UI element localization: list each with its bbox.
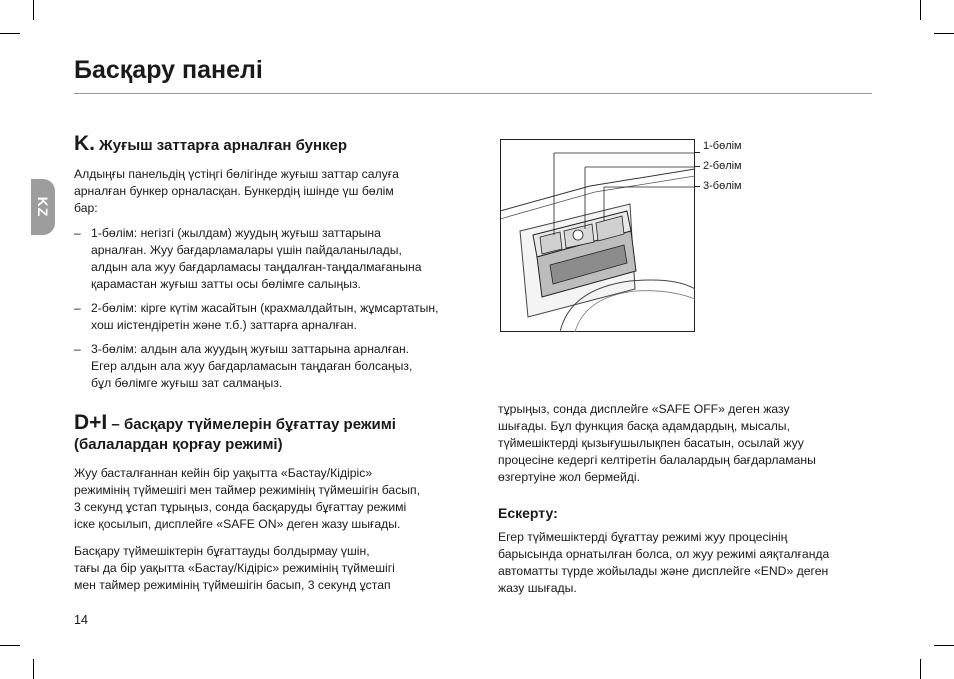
crop-mark <box>934 33 954 34</box>
language-tab-label: KZ <box>35 196 51 218</box>
text-line: тұрыңыз, сонда дисплейге «SAFE OFF» деген жазу <box>498 402 790 416</box>
text-line: Басқару түймешіктерін бұғаттауды болдырмау үшін, <box>74 544 370 558</box>
text-line: Алдыңғы панельдің үстіңгі бөлігінде жуғыш заттар салуға <box>74 167 399 181</box>
crop-mark <box>934 645 954 646</box>
list-item <box>74 341 454 392</box>
text-line: арналған. Жуу бағдарламалары үшін пайдаланылады, <box>91 243 402 257</box>
text-line: жазу шығады. <box>498 581 577 595</box>
list-item <box>74 300 454 334</box>
text-line: барысында орнатылған болса, ол жуу режимі аяқталғанда <box>498 547 830 561</box>
crop-mark <box>0 645 20 646</box>
figure-leader-ext <box>695 152 700 153</box>
text-line: алдын ала жуу бағдарламасы таңдалған-таңдалмағанына <box>91 260 422 274</box>
text-line: – 1-бөлім: негізгі (жылдам) жуудың жуғыш заттарына <box>91 226 381 240</box>
text-line: – 3-бөлім: алдын ала жуудың жуғыш заттарына арналған. <box>91 342 410 356</box>
text-line: 3 секунд ұстап тұрыңыз, сонда басқаруды бұғаттау режимі <box>74 500 407 514</box>
section-k-letter: K. <box>74 132 95 155</box>
text-line: арналған бункер орналасқан. Бункердің ішінде үш бөлім <box>74 184 394 198</box>
text-line: Егер алдын ала жуу бағдарламасын таңдаған болсаңыз, <box>91 359 413 373</box>
text-line: бұл бөлімге жуғыш зат салмаңыз. <box>91 376 283 390</box>
section-d-paragraph-2 <box>74 543 454 594</box>
section-k-heading <box>74 134 454 156</box>
text-line: бар: <box>74 201 98 215</box>
crop-mark <box>33 0 34 20</box>
text-line: режимінің түймешігі мен таймер режимінің түймешігін басып, <box>74 483 421 497</box>
note-text <box>498 529 878 597</box>
text-line: қарамастан жуғыш затты осы бөлімге салыңыз. <box>91 277 361 291</box>
detergent-drawer-illustration <box>500 139 695 332</box>
list-item <box>74 225 454 293</box>
page-title: Басқару панелі <box>74 56 263 84</box>
crop-mark <box>33 659 34 679</box>
page-number: 14 <box>74 613 88 627</box>
text-line: мен таймер режимінің түймешігін басып, 3 секунд ұстап <box>74 578 391 592</box>
text-line: өзгертуіне жол бермейді. <box>498 470 640 484</box>
figure-leader-ext <box>695 186 700 187</box>
section-d-paragraph-2-continued <box>498 401 878 486</box>
right-column <box>498 401 878 597</box>
section-d-subtitle: (балалардан қорғау режимі) <box>74 436 283 453</box>
section-d-heading <box>74 413 454 455</box>
language-tab <box>31 179 55 235</box>
text-line: Егер түймешіктерді бұғаттау режимі жуу процесінің <box>498 530 788 544</box>
compartment-2-label: 2-бөлім <box>703 160 742 172</box>
section-d-paragraph-1 <box>74 465 454 533</box>
section-d-letter: D+I <box>74 411 108 434</box>
text-line: түймешіктерді қызығушылықпен басатын, осылай жуу <box>498 436 804 450</box>
text-line: процесіне кедергі келтіретін балалардың бағдарламаны <box>498 453 816 467</box>
compartment-list <box>74 225 454 392</box>
text-line: Жуу басталғаннан кейін бір уақытта «Бастау/Кідіріс» <box>74 466 373 480</box>
crop-mark <box>920 659 921 679</box>
drawer-drawing <box>500 139 695 332</box>
title-divider <box>74 93 872 94</box>
crop-mark <box>920 0 921 20</box>
text-line: тағы да бір уақытта «Бастау/Кідіріс» режимінің түймешігі <box>74 561 395 575</box>
compartment-1-label: 1-бөлім <box>703 140 742 152</box>
section-k-title: Жуғыш заттарға арналған бункер <box>99 137 348 154</box>
crop-mark <box>0 33 20 34</box>
section-k-intro <box>74 166 454 217</box>
section-d-title: – басқару түймелерін бұғаттау режимі <box>107 416 396 433</box>
note-heading: Ескерту: <box>498 505 558 521</box>
text-line: – 2-бөлім: кірге күтім жасайтын (крахмалдайтын, жұмсартатын, <box>91 301 439 315</box>
text-line: іске қосылып, дисплейге «SAFE ON» деген жазу шығады. <box>74 517 401 531</box>
text-line: хош иістендіретін және т.б.) заттарға арналған. <box>91 318 357 332</box>
left-column <box>74 134 454 594</box>
compartment-3-label: 3-бөлім <box>703 180 742 192</box>
text-line: шығады. Бұл функция басқа адамдардың, мысалы, <box>498 419 790 433</box>
text-line: автоматты түрде жойылады және дисплейге «END» деген <box>498 564 829 578</box>
figure-leader-ext <box>695 166 700 167</box>
